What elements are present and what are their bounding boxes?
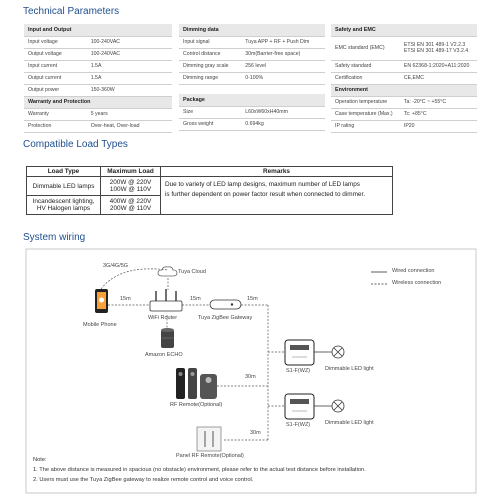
cloud-icon — [158, 267, 177, 276]
phone-icon — [95, 289, 108, 313]
dimmer-label: S1-F(WZ) — [286, 368, 311, 374]
max-load-header: Maximum Load — [101, 167, 161, 177]
echo-icon — [161, 328, 174, 348]
router-label: WiFi Router — [148, 315, 178, 321]
section-title-wiring: System wiring — [23, 232, 86, 243]
panel-remote-icon — [197, 427, 221, 451]
remarks-cell: Due to variety of LED lamp designs, maximum number of LED lamps is further dependent on power factor result when connected to dimmer. — [161, 177, 393, 215]
table-row: EMC standard (EMC) ETSI EN 301 489-1 V2.2.3 ETSI EN 301 489-17 V3.2.4 — [331, 36, 477, 60]
distance-label: 15m — [190, 296, 201, 302]
section-title-technical: Technical Parameters — [23, 6, 120, 17]
table-row: Output current 1.5A — [24, 72, 172, 84]
table-row: Input voltage 100-240VAC — [24, 36, 172, 48]
section-title-compatible: Compatible Load Types — [23, 139, 128, 150]
table-row: Dimmable LED lamps 200W @ 220V 100W @ 110V Due to variety of LED lamp designs, maximum number of LED lamps is further dependent on power factor result when connected to dimmer. — [27, 177, 393, 196]
distance-label: 30m — [245, 374, 256, 380]
table-row: Dimming gray scale 256 level — [179, 60, 325, 72]
distance-label: 30m — [250, 430, 261, 436]
note-line: 2. Users must use the Tuya ZigBee gateway to realize remote control and voice control. — [33, 477, 254, 483]
warranty-header: Warranty and Protection — [24, 96, 172, 108]
table-row: Gross weight 0.694kg — [179, 118, 325, 130]
table-row: Protection Over-heat, Over-load — [24, 120, 172, 132]
table-row: Input signal Tuya APP + RF + Push Dim — [179, 36, 325, 48]
led-label: Dimmable LED light — [325, 366, 374, 372]
dimmer-icon — [285, 340, 314, 365]
led-light-icon — [332, 346, 344, 358]
led-label: Dimmable LED light — [325, 420, 374, 426]
distance-label: 15m — [247, 296, 258, 302]
io-table-header: Input and Output — [24, 24, 172, 36]
echo-label: Amazon ECHO — [145, 352, 183, 358]
legend-wired-label: Wired connection — [392, 268, 435, 274]
table-row: Output voltage 100-240VAC — [24, 48, 172, 60]
table-row: IP rating IP20 — [331, 120, 477, 132]
table-row: Control distance 30m(Barrier-free space) — [179, 48, 325, 60]
table-row: Warranty 5 years — [24, 108, 172, 120]
table-row: Incandescent lighting, HV Halogen lamps 400W @ 220V 200W @ 110V — [27, 196, 393, 215]
package-header: Package — [179, 94, 325, 106]
load-type-header: Load Type — [27, 167, 101, 177]
led-light-icon — [332, 400, 344, 412]
note-line: 1. The above distance is measured in spacious (no obstacle) environment, please refer to the actual test distance before installation. — [33, 467, 366, 473]
rf-remote-label: RF Remote(Optional) — [170, 402, 223, 408]
table-row: Case temperature (Max.) Tc: +85°C — [331, 108, 477, 120]
remarks-header: Remarks — [161, 167, 393, 177]
table-row: Output power 150-360W — [24, 84, 172, 96]
note-title: Note: — [33, 457, 47, 463]
dimming-table-header: Dimming data — [179, 24, 325, 36]
safety-table-header: Safety and EMC — [331, 24, 477, 36]
gateway-icon — [210, 300, 241, 309]
distance-label: 15m — [120, 296, 131, 302]
table-row: Operation temperature Ta: -20°C ~ +55°C — [331, 96, 477, 108]
phone-label: Mobile Phone — [83, 322, 117, 328]
environment-header: Environment — [331, 84, 477, 96]
table-row: Input current 1.5A — [24, 60, 172, 72]
legend-wireless-label: Wireless connection — [392, 280, 442, 286]
signal-label: 3G/4G/5G — [103, 263, 129, 269]
router-icon — [150, 289, 182, 311]
dimmer-icon — [285, 394, 314, 419]
table-row: Certification CE,EMC — [331, 72, 477, 84]
table-row: Safety standard EN 62368-1:2020+A11:2020 — [331, 60, 477, 72]
gateway-label: Tuya ZigBee Gateway — [198, 315, 253, 321]
table-row: Size L60xW60xH40mm — [179, 106, 325, 118]
panel-remote-label: Panel RF Remote(Optional) — [176, 453, 244, 459]
cloud-label: Tuya Cloud — [178, 269, 206, 275]
dimmer-label: S1-F(WZ) — [286, 422, 311, 428]
table-row: Dimming range 0-100% — [179, 72, 325, 84]
rf-remote-icon — [176, 368, 217, 399]
